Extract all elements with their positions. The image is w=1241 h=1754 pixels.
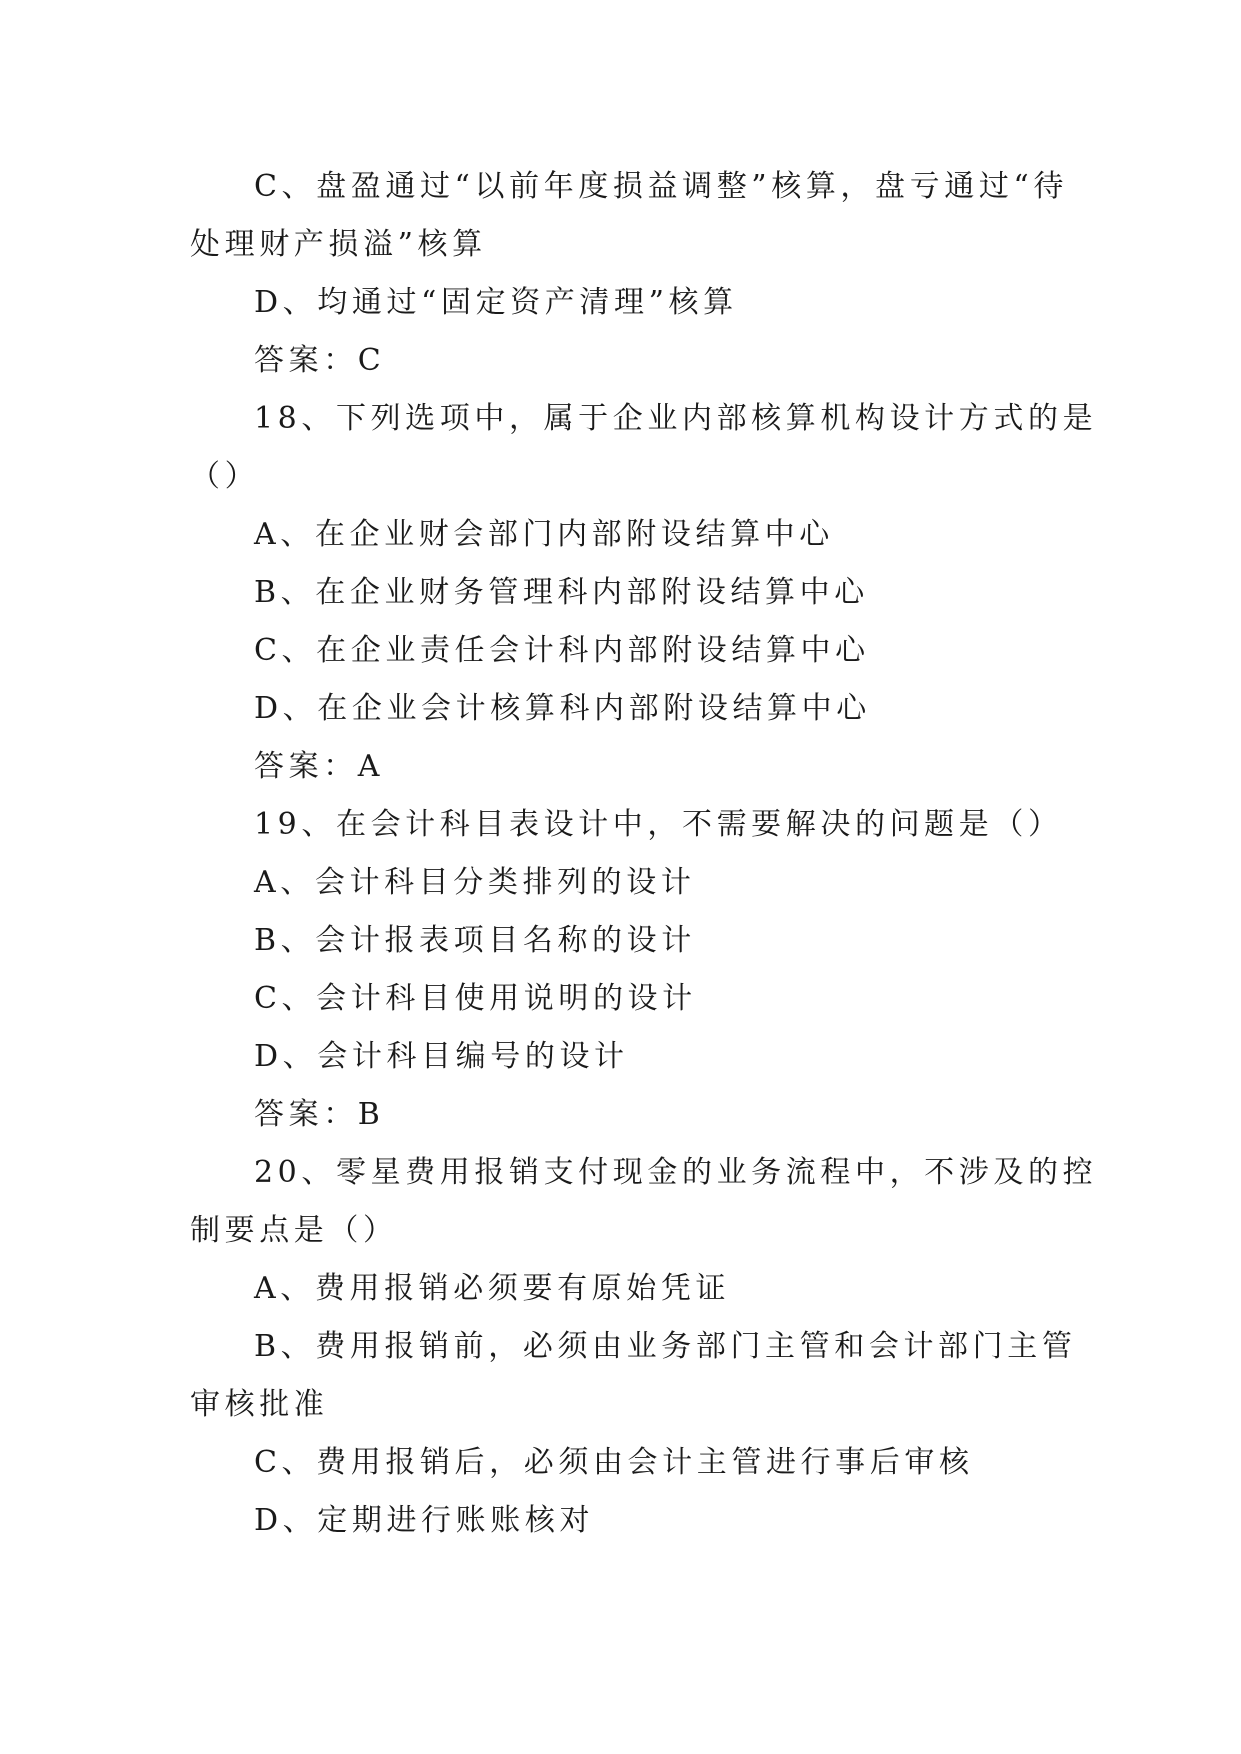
question-18-line-2: （） [190, 459, 260, 494]
option-c-line-1: C、盘盈通过“以前年度损益调整”核算，盘亏通过“待 [254, 169, 1068, 204]
question-18-option-c: C、在企业责任会计科内部附设结算中心 [254, 633, 870, 668]
question-20-option-c: C、费用报销后，必须由会计主管进行事后审核 [254, 1445, 974, 1480]
question-19-option-c: C、会计科目使用说明的设计 [254, 981, 697, 1016]
question-19-option-d: D、会计科目编号的设计 [254, 1039, 629, 1074]
question-19-option-a: A、会计科目分类排列的设计 [254, 865, 696, 900]
option-c-line-2: 处理财产损溢”核算 [190, 227, 487, 262]
question-20-option-b-line-1: B、费用报销前，必须由业务部门主管和会计部门主管 [254, 1329, 1077, 1364]
question-20-option-b-line-2: 审核批准 [190, 1387, 329, 1422]
question-19-option-b: B、会计报表项目名称的设计 [254, 923, 696, 958]
question-20-line-1: 20、零星费用报销支付现金的业务流程中，不涉及的控 [254, 1155, 1098, 1190]
question-18-option-b: B、在企业财务管理科内部附设结算中心 [254, 575, 869, 610]
question-18-option-a: A、在企业财会部门内部附设结算中心 [254, 517, 834, 552]
option-d: D、均通过“固定资产清理”核算 [254, 285, 738, 320]
question-18-option-d: D、在企业会计核算科内部附设结算中心 [254, 691, 871, 726]
question-19: 19、在会计科目表设计中，不需要解决的问题是（） [254, 807, 1063, 842]
question-18-line-1: 18、下列选项中，属于企业内部核算机构设计方式的是 [254, 401, 1098, 436]
answer-19: 答案：B [254, 1097, 385, 1132]
question-20-line-2: 制要点是（） [190, 1213, 398, 1248]
question-20-option-d: D、定期进行账账核对 [254, 1503, 595, 1538]
document-page [190, 158, 1098, 1550]
answer-17: 答案：C [254, 343, 386, 378]
answer-18: 答案：A [254, 749, 385, 784]
question-20-option-a: A、费用报销必须要有原始凭证 [254, 1271, 731, 1306]
